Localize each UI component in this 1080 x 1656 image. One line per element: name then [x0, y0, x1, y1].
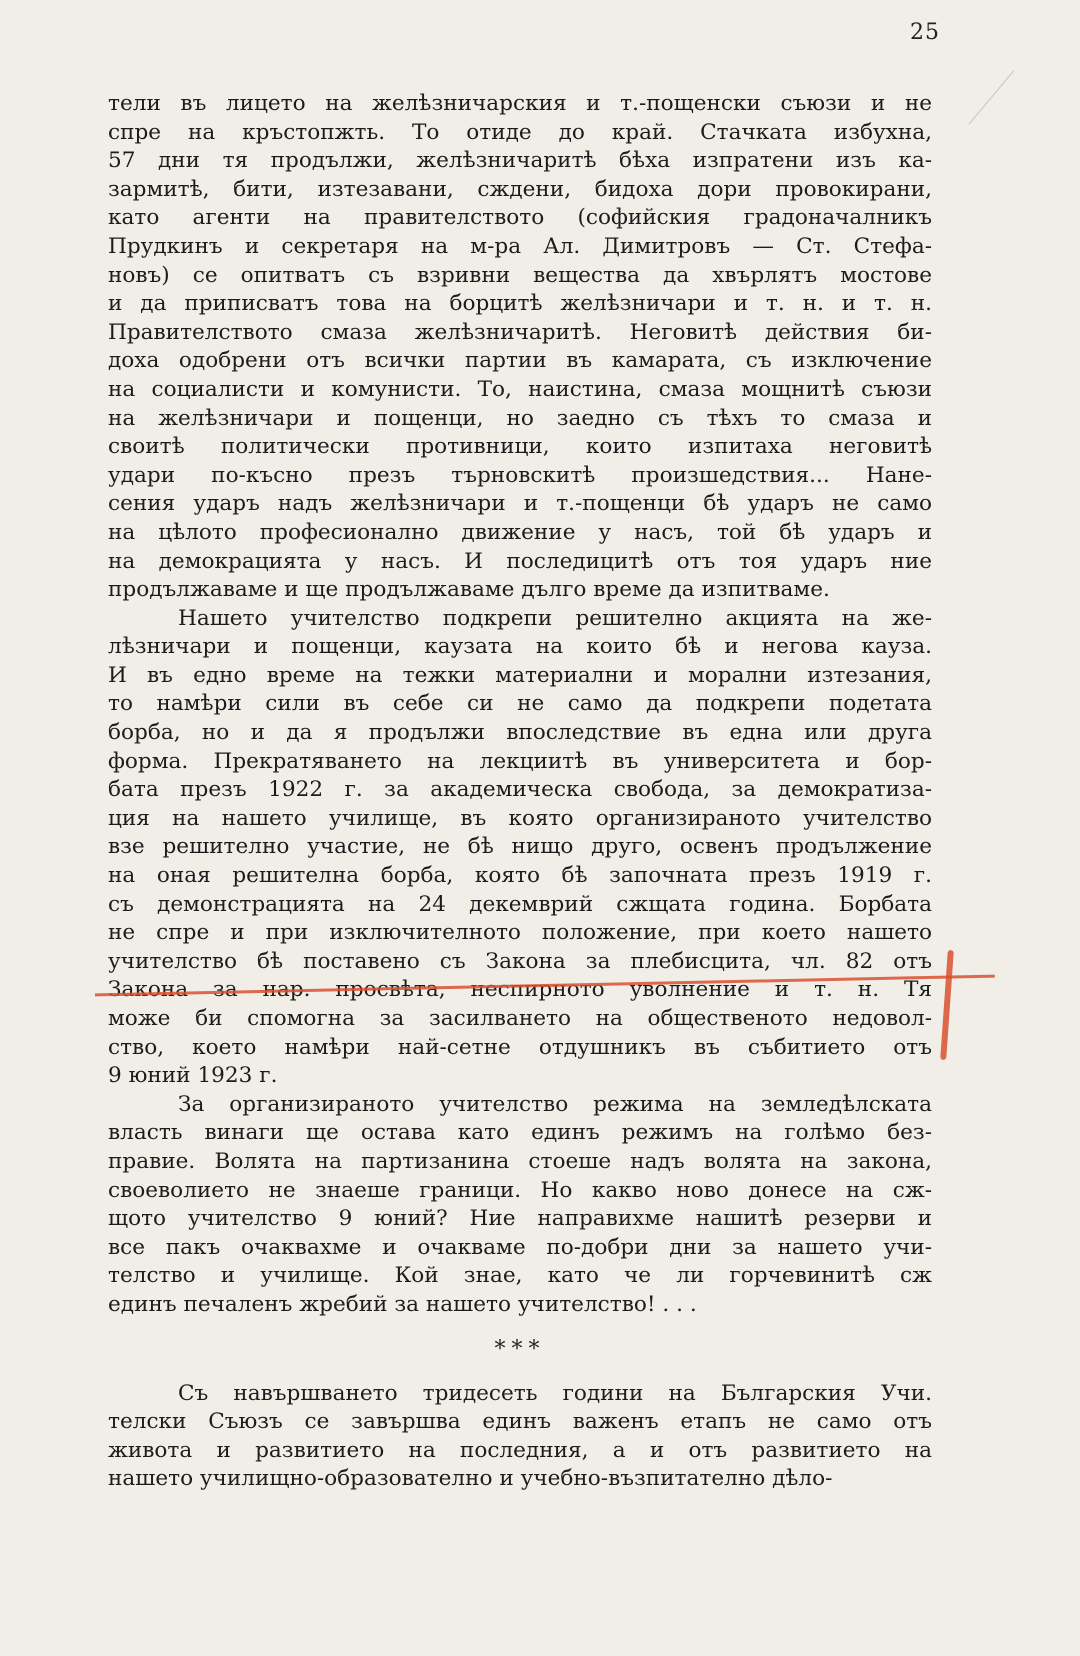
text-line: щото учителство 9 юний? Ние направихме нашитѣ резерви и — [108, 1206, 932, 1232]
text-line: спре на кръстопжть. То отиде до край. Стачката избухна, — [108, 119, 932, 145]
text-line: Съ навършването тридесеть години на Българския Учи. — [178, 1380, 932, 1406]
red-pencil-margin-mark — [940, 950, 954, 1060]
text-line: все пакъ очаквахме и очакваме по-добри дни за нашето учи- — [108, 1234, 932, 1260]
separator-star: * — [528, 1336, 546, 1362]
text-line: нашето училищно-образователно и учебно-възпитателно дѣло- — [108, 1466, 833, 1492]
text-line: сения ударъ надъ желѣзничари и т.-пощенци бѣ ударъ не само — [108, 491, 932, 517]
text-line: Закона за нар. просвѣта, неспирното уволнение и т. н. Тя — [108, 977, 932, 1003]
text-line: Нашето учителство подкрепи решително акцията на же- — [178, 605, 932, 631]
text-line: новъ) се опитватъ съ взривни вещества да хвърлятъ мостове — [108, 262, 932, 288]
text-line: удари по-късно презъ търновскитѣ произшедствия... Нане- — [108, 462, 932, 488]
text-line: на демокрацията у насъ. И последицитѣ отъ тоя ударъ ние — [108, 548, 932, 574]
text-line: и да приписватъ това на борцитѣ желѣзничари и т. н. и т. н. — [108, 291, 932, 317]
paragraph — [108, 90, 932, 605]
text-line: своеволието не знаеше граници. Но какво ново донесе на сж- — [108, 1177, 932, 1203]
text-line: единъ печаленъ жребий за нашето учителство! . . . — [108, 1291, 697, 1317]
text-line: Правителството смаза желѣзничаритѣ. Неговитѣ действия би- — [108, 319, 932, 345]
text-line: За организираното учителство режима на земледѣлската — [178, 1091, 932, 1117]
text-line: правие. Волята на партизанина стоеше надъ волята на закона, — [108, 1148, 932, 1174]
text-line: своитѣ политически противници, които изпитаха неговитѣ — [108, 434, 932, 460]
text-line: учителство бѣ поставено съ Закона за плебисцита, чл. 82 отъ — [108, 948, 932, 974]
text-line: взе решително участие, не бѣ нищо друго, освенъ продължение — [108, 834, 932, 860]
text-line: съ демонстрацията на 24 декемврий сжщата година. Борбата — [108, 891, 932, 917]
text-line: форма. Прекратяването на лекциитѣ въ университета и бор- — [108, 748, 932, 774]
text-line: на оная решителна борба, която бѣ започната презъ 1919 г. — [108, 863, 932, 889]
text-line: живота и развитието на последния, а и отъ развитието на — [108, 1437, 932, 1463]
body-paragraphs — [108, 90, 932, 1320]
paragraph — [108, 605, 932, 1091]
text-line: доха одобрени отъ всички партии въ камарата, съ изключение — [108, 348, 932, 374]
separator-star: * — [511, 1336, 529, 1362]
text-line: то намѣри сили въ себе си не само да подкрепи подетата — [108, 691, 932, 717]
text-line: власть винаги ще остава като единъ режимъ на голѣмо без- — [108, 1120, 932, 1146]
paragraph — [108, 1091, 932, 1320]
text-line: борба, но и да я продължи впоследствие въ една или друга — [108, 720, 932, 746]
text-line: лѣзничари и пощенци, каузата на които бѣ и негова кауза. — [108, 634, 932, 660]
text-line: зармитѣ, бити, изтезавани, сждени, бидоха дори провокирани, — [108, 176, 932, 202]
text-line: на желѣзничари и пощенци, но заедно съ тѣхъ то смаза и — [108, 405, 932, 431]
text-line: като агенти на правителството (софийския градоначалникъ — [108, 205, 932, 231]
closing-paragraph — [108, 1380, 932, 1494]
text-line: телство и училище. Кой знае, като че ли горчевинитѣ сж — [108, 1263, 932, 1289]
text-line: на цѣлото професионално движение у насъ, той бѣ ударъ и — [108, 519, 932, 545]
text-line: 9 юний 1923 г. — [108, 1063, 278, 1089]
text-line: телски Съюзъ се завършва единъ важенъ етапъ не само отъ — [108, 1409, 932, 1435]
text-column — [108, 90, 932, 1494]
separator-star: * — [494, 1336, 512, 1362]
text-line: И въ едно време на тежки материални и морални изтезания, — [108, 662, 932, 688]
text-line: на социалисти и комунисти. То, наистина, смаза мощнитѣ съюзи — [108, 376, 932, 402]
text-line: не спре и при изключителното положение, при което нашето — [108, 920, 932, 946]
page-number: 25 — [910, 20, 940, 45]
text-line: 57 дни тя продължи, желѣзничаритѣ бѣха изпратени изъ ка- — [108, 148, 932, 174]
text-line: може би спомогна за засилването на общественото недовол- — [108, 1006, 932, 1031]
text-line: ция на нашето училище, въ която организираното учителство — [108, 805, 932, 831]
section-separator — [108, 1320, 932, 1380]
text-line: ство, което намѣри най-сетне отдушникъ въ събитието отъ — [108, 1034, 932, 1060]
text-line: Прудкинъ и секретаря на м-ра Ал. Димитровъ — Ст. Стефа- — [108, 233, 932, 259]
text-line: тели въ лицето на желѣзничарския и т.-пощенски съюзи и не — [108, 91, 932, 116]
text-line: бата презъ 1922 г. за академическа свобода, за демократиза- — [108, 777, 932, 803]
text-line: продължаваме и ще продължаваме дълго време да изпитваме. — [108, 577, 830, 603]
